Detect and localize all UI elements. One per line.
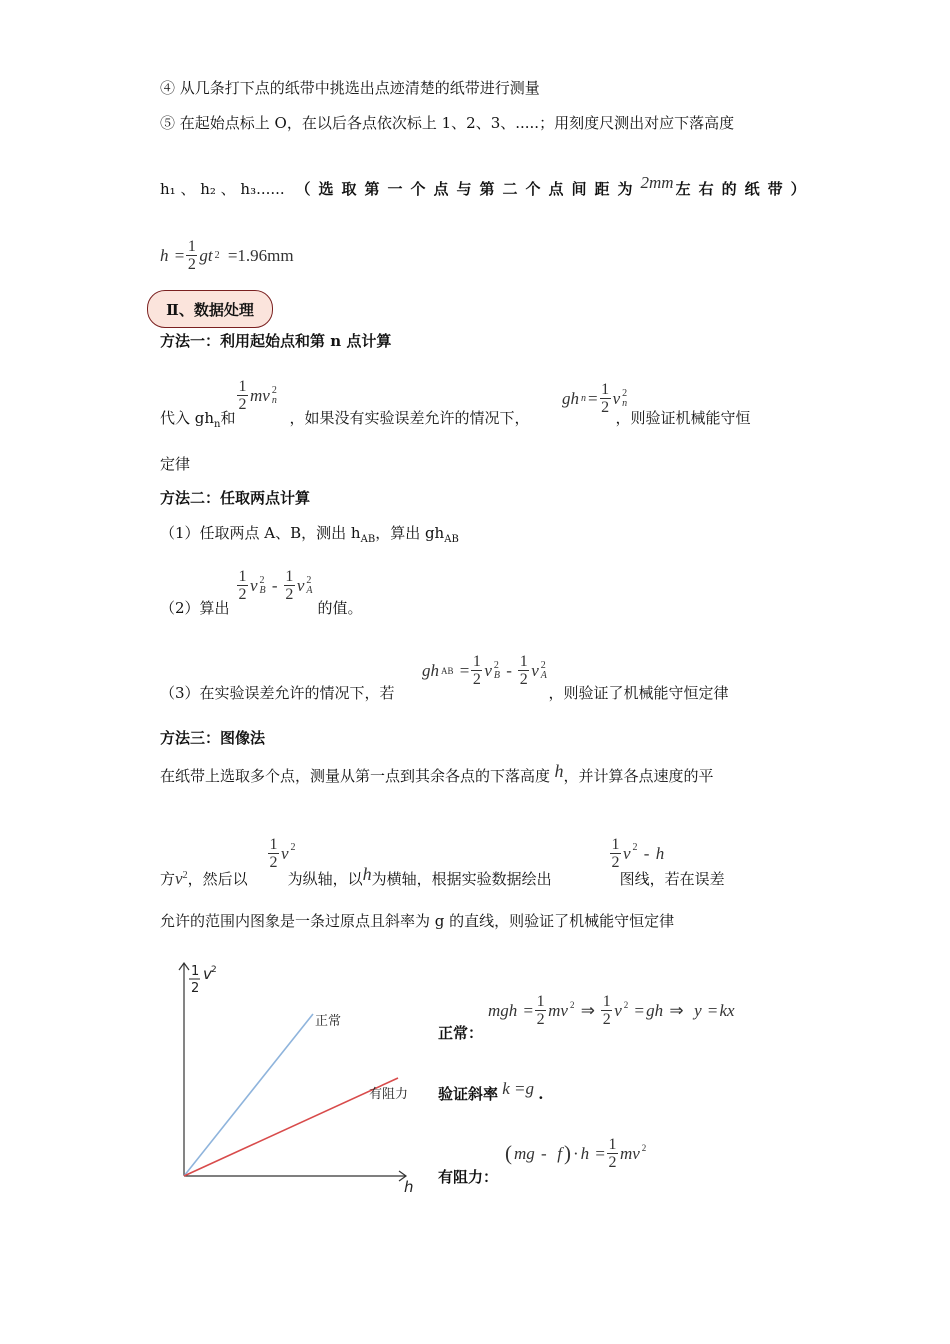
x-axis-label: h xyxy=(404,1178,414,1196)
line-normal xyxy=(184,1014,313,1176)
method2-title: 方法二：任取两点计算 xyxy=(160,489,311,507)
note-resist: 有阻力： xyxy=(438,1168,499,1186)
select-note-a: （选取第一个点与第二个点间距为 xyxy=(295,180,641,198)
line-resist-label: 有阻力 xyxy=(369,1087,409,1102)
normal-formula: mgh = $\frac{1}{2}$ mv $^2$ ⇒ $\frac{1}{2}$ v $^2$ = gh ⇒ y = kx xyxy=(488,993,735,1028)
heights-prefix: h₁ 、 h₂ 、 h₃...... xyxy=(160,180,285,198)
method3-p1: 在纸带上选取多个点，测量从第一点到其余各点的下落高度 h，并计算各点速度的平 xyxy=(160,761,714,785)
step-4: ④ 从几条打下点的纸带中挑选出点迹清楚的纸带进行测量 xyxy=(160,79,540,97)
method1-line-2: 定律 xyxy=(160,455,191,473)
step-5: ⑤ 在起始点标上 O，在以后各点依次标上 1、2、3、.....；用刻度尺测出对应下落高度 xyxy=(160,114,735,132)
method3-p3: 允许的范围内图象是一条过原点且斜率为 g 的直线，则验证了机械能守恒定律 xyxy=(160,912,675,930)
ghab-formula: gh AB = $\frac{1}{2}$ v 2 B - $\frac{1}{2}$ v 2 A xyxy=(422,653,547,688)
note-normal: 正常： xyxy=(438,1024,484,1042)
energy-graph xyxy=(160,955,420,1200)
resist-formula: ( mg - f ) · h = $\frac{1}{2}$ mv $^2$ xyxy=(505,1136,647,1171)
method3-p2: 方$v^2$，然后以 为纵轴，以h为横轴，根据实验数据绘出 图线，若在误差 xyxy=(160,864,725,888)
method1-line: 代入 $gh_n$和 ，如果没有实验误差允许的情况下， ，则验证机械能守恒 xyxy=(160,409,751,430)
line-normal-label: 正常 xyxy=(315,1014,342,1029)
select-value: 2mm xyxy=(640,173,674,192)
y-axis-label xyxy=(189,964,217,996)
svg-text:1: 1 xyxy=(191,964,200,979)
line-resist xyxy=(184,1078,398,1176)
heights-line xyxy=(160,173,814,198)
half-v2-minus-h-formula: $\frac{1}{2}$ v $^2$ - h xyxy=(611,836,665,871)
svg-text:v: v xyxy=(203,965,212,983)
h-formula-result: =1.96mm xyxy=(227,245,294,265)
method2-step2: （2）算出 的值。 xyxy=(160,599,363,617)
ghn-formula: gh n = $\frac{1}{2}$ v 2 n xyxy=(562,381,628,416)
method2-step1: （1）任取两点 A、B，测出 $h_{AB}$，算出 $gh_{AB}$ xyxy=(160,524,459,545)
h-formula: h = $\frac{1}{2}$ gt 2 =1.96mm xyxy=(160,238,294,273)
note-slope: 验证斜率 k =g . xyxy=(438,1079,544,1103)
method3-title: 方法三：图像法 xyxy=(160,729,266,747)
svg-text:2: 2 xyxy=(191,981,200,996)
method1-title: 方法一：利用起始点和第 n 点计算 xyxy=(160,332,392,350)
half-v2-axis-formula: $\frac{1}{2}$ v $^2$ xyxy=(269,836,296,871)
select-note-b: 左右的纸带） xyxy=(675,180,814,198)
svg-text:2: 2 xyxy=(211,965,217,975)
method2-step3: （3）在实验误差允许的情况下，若 ，则验证了机械能守恒定律 xyxy=(160,684,729,702)
section-badge: Ⅱ、数据处理 xyxy=(147,290,273,328)
kinetic-diff-formula: $\frac{1}{2}$ v 2 B - $\frac{1}{2}$ v 2 A xyxy=(238,568,313,603)
half-mv-formula: $\frac{1}{2}$ mv 2 n xyxy=(238,378,277,413)
